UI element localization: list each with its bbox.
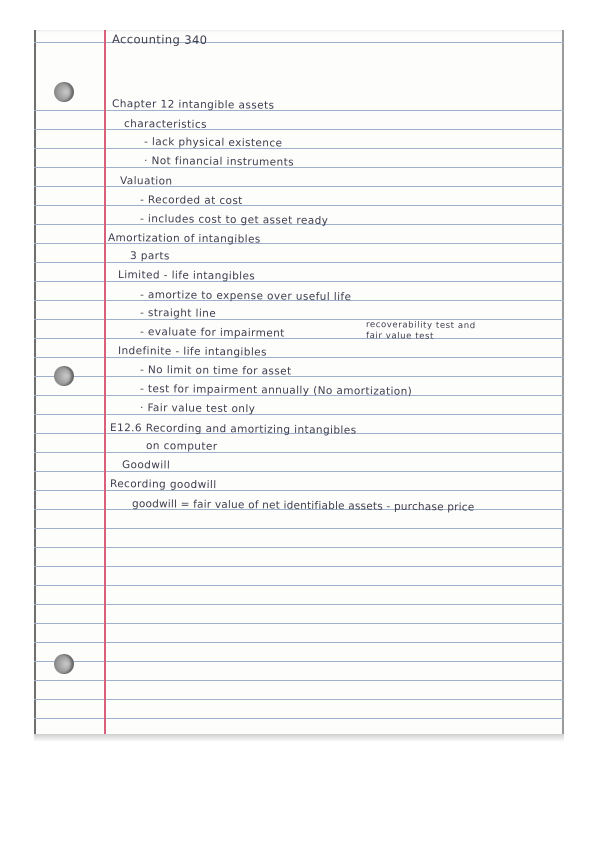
note-formula: goodwill = fair value of net identifiable assets - purchase price — [131, 498, 475, 514]
note-subheading: Indefinite - life intangibles — [117, 345, 267, 359]
notebook-page — [34, 30, 564, 742]
ruled-line — [34, 699, 564, 700]
note-bullet: - includes cost to get asset ready — [139, 213, 329, 227]
ruled-line — [34, 528, 564, 529]
ruled-line — [34, 718, 564, 719]
ruled-line — [34, 585, 564, 586]
ruled-line — [34, 281, 564, 282]
ruled-line — [34, 547, 564, 548]
ruled-line — [34, 471, 564, 472]
ruled-line — [34, 205, 564, 206]
ruled-line — [34, 148, 564, 149]
ruled-line — [34, 452, 564, 453]
ruled-line — [34, 357, 564, 358]
page-right-edge — [562, 30, 564, 742]
binder-hole — [54, 366, 74, 386]
ruled-line — [34, 661, 564, 662]
ruled-line — [34, 376, 564, 377]
note-bullet: - Recorded at cost — [139, 194, 243, 208]
margin-line — [104, 30, 106, 742]
binder-hole — [54, 654, 74, 674]
note-bullet: - No limit on time for asset — [139, 364, 292, 378]
ruled-line — [34, 186, 564, 187]
note-bullet: - test for impairment annually (No amortization) — [139, 383, 413, 398]
ruled-line — [34, 490, 564, 491]
note-subheading: Amortization of intangibles — [107, 232, 261, 246]
ruled-line — [34, 319, 564, 320]
note-subheading: Goodwill — [121, 459, 171, 472]
ruled-line — [34, 604, 564, 605]
ruled-line — [34, 566, 564, 567]
note-bullet: - evaluate for impairment — [139, 326, 285, 340]
note-line: E12.6 Recording and amortizing intangibles — [109, 422, 357, 437]
note-side-annotation: recoverability test and — [365, 320, 476, 332]
ruled-line — [34, 110, 564, 111]
page-left-edge — [34, 30, 36, 742]
ruled-line — [34, 680, 564, 681]
note-line: on computer — [145, 440, 218, 453]
note-heading-chapter: Chapter 12 intangible assets — [111, 98, 275, 112]
note-subheading: Limited - life intangibles — [117, 269, 256, 283]
ruled-line — [34, 129, 564, 130]
note-bullet: · Fair value test only — [139, 402, 256, 416]
note-bullet: - straight line — [139, 307, 217, 320]
ruled-line — [34, 262, 564, 263]
ruled-line — [34, 642, 564, 643]
note-bullet: - amortize to expense over useful life — [139, 289, 352, 304]
note-line: 3 parts — [129, 250, 170, 263]
note-bullet: · Not financial instruments — [143, 155, 295, 169]
note-subheading: characteristics — [123, 118, 208, 131]
note-side-annotation: fair value test — [365, 331, 435, 342]
ruled-line — [34, 338, 564, 339]
note-bullet: - lack physical existence — [143, 136, 283, 150]
note-subheading: Valuation — [119, 175, 173, 188]
page-bottom-shadow — [34, 734, 564, 742]
note-subheading: Recording goodwill — [109, 478, 217, 492]
note-title: Accounting 340 — [111, 32, 208, 47]
ruled-line — [34, 167, 564, 168]
binder-hole — [54, 82, 74, 102]
ruled-line — [34, 623, 564, 624]
ruled-line — [34, 414, 564, 415]
